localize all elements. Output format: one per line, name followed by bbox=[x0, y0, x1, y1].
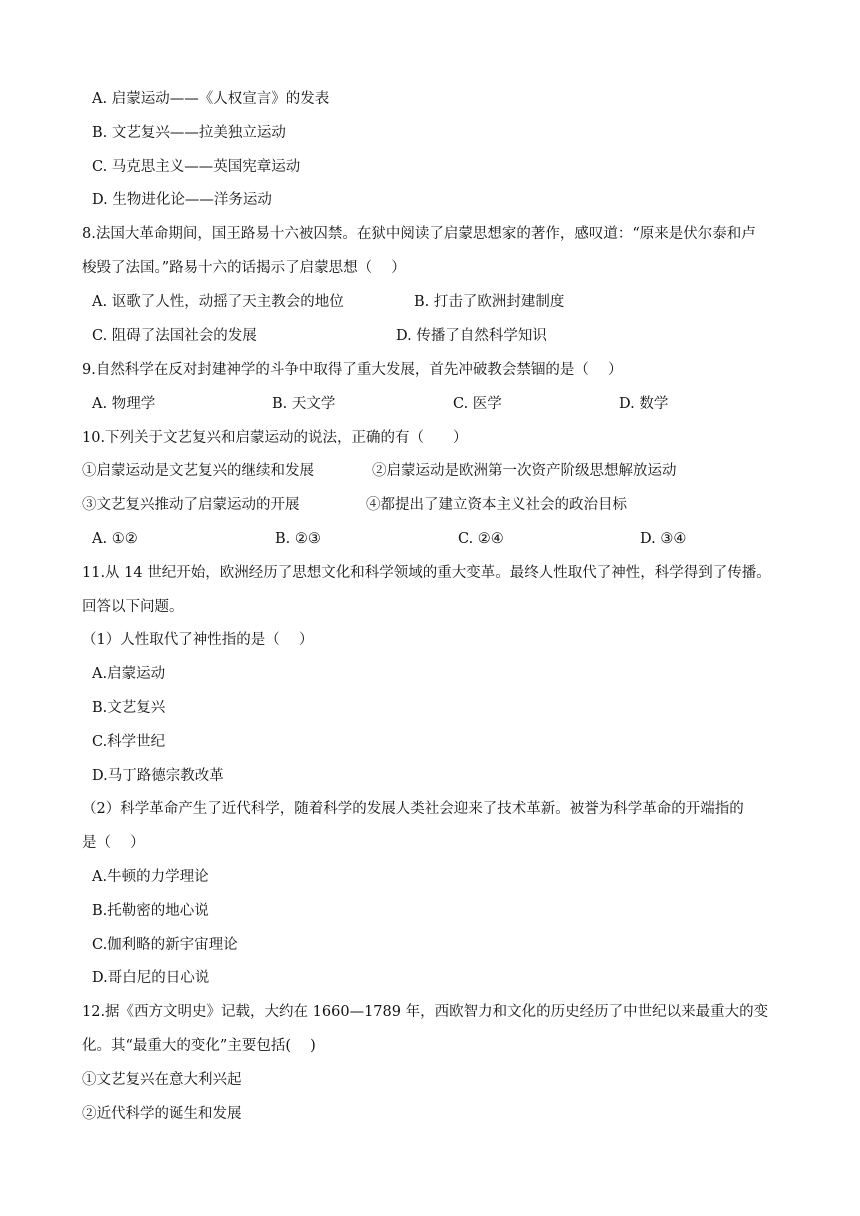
q9-stem: 9.自然科学在反对封建神学的斗争中取得了重大发展，首先冲破教会禁锢的是（ ） bbox=[82, 362, 623, 378]
q12-stem-line2: 化。其“最重大的变化”主要包括( ) bbox=[82, 1038, 316, 1054]
q8-option-c: C. 阻碍了法国社会的发展 bbox=[92, 328, 257, 344]
q7-option-b: B. 文艺复兴——拉美独立运动 bbox=[92, 125, 286, 141]
q8-stem-line2: 梭毁了法国。”路易十六的话揭示了启蒙思想（ ） bbox=[82, 260, 406, 276]
q12-statement-1: ①文艺复兴在意大利兴起 bbox=[82, 1072, 242, 1088]
q11-sub1-option-a: A.启蒙运动 bbox=[92, 666, 166, 682]
q10-option-b: B. ②③ bbox=[275, 531, 321, 547]
q7-option-c: C. 马克思主义——英国宪章运动 bbox=[92, 159, 301, 175]
q7-option-d: D. 生物进化论——洋务运动 bbox=[92, 192, 272, 208]
q12-stem-line1: 12.据《西方文明史》记载，大约在 1660—1789 年，西欧智力和文化的历史经历了中世纪以来最重大的变 bbox=[82, 1004, 769, 1020]
q10-statement-2: ②启蒙运动是欧洲第一次资产阶级思想解放运动 bbox=[372, 463, 677, 479]
q11-sub1-option-b: B.文艺复兴 bbox=[92, 700, 166, 716]
q8-option-d: D. 传播了自然科学知识 bbox=[396, 328, 547, 344]
q11-sub2-stem-line2: 是（ ） bbox=[82, 835, 145, 851]
q11-sub2-stem-line1: （2）科学革命产生了近代科学，随着科学的发展人类社会迎来了技术革新。被誉为科学革命的开端指的 bbox=[82, 801, 744, 817]
q11-sub2-option-d: D.哥白尼的日心说 bbox=[92, 970, 210, 986]
q10-statement-3: ③文艺复兴推动了启蒙运动的开展 bbox=[82, 497, 300, 513]
q11-sub1-option-d: D.马丁路德宗教改革 bbox=[92, 768, 224, 784]
q11-sub2-option-a: A.牛顿的力学理论 bbox=[92, 869, 209, 885]
q8-stem-line1: 8.法国大革命期间，国王路易十六被囚禁。在狱中阅读了启蒙思想家的著作，感叹道：“原来是伏尔泰和卢 bbox=[82, 226, 756, 242]
q9-option-d: D. 数学 bbox=[619, 396, 669, 412]
q7-option-a: A. 启蒙运动——《人权宣言》的发表 bbox=[92, 91, 330, 107]
q10-option-c: C. ②④ bbox=[458, 531, 504, 547]
q11-stem-line1: 11.从 14 世纪开始，欧洲经历了思想文化和科学领域的重大变革。最终人性取代了神性，科学得到了传播。 bbox=[82, 565, 771, 581]
q9-option-b: B. 天文学 bbox=[272, 396, 336, 412]
q11-sub2-option-c: C.伽利略的新宇宙理论 bbox=[92, 937, 238, 953]
q10-option-a: A. ①② bbox=[92, 531, 138, 547]
q11-stem-line2: 回答以下问题。 bbox=[82, 599, 184, 615]
q10-stem: 10.下列关于文艺复兴和启蒙运动的说法，正确的有（ ） bbox=[82, 430, 468, 446]
q11-sub1-option-c: C.科学世纪 bbox=[92, 734, 166, 750]
q11-sub2-option-b: B.托勒密的地心说 bbox=[92, 903, 209, 919]
q10-statement-1: ①启蒙运动是文艺复兴的继续和发展 bbox=[82, 463, 314, 479]
q10-option-d: D. ③④ bbox=[640, 531, 687, 547]
q9-option-c: C. 医学 bbox=[453, 396, 502, 412]
q12-statement-2: ②近代科学的诞生和发展 bbox=[82, 1106, 242, 1122]
q8-option-a: A. 讴歌了人性，动摇了天主教会的地位 bbox=[92, 294, 344, 310]
q11-sub1-stem: （1）人性取代了神性指的是（ ） bbox=[82, 632, 314, 648]
q10-statement-4: ④都提出了建立资本主义社会的政治目标 bbox=[366, 497, 627, 513]
q9-option-a: A. 物理学 bbox=[92, 396, 156, 412]
q8-option-b: B. 打击了欧洲封建制度 bbox=[414, 294, 565, 310]
